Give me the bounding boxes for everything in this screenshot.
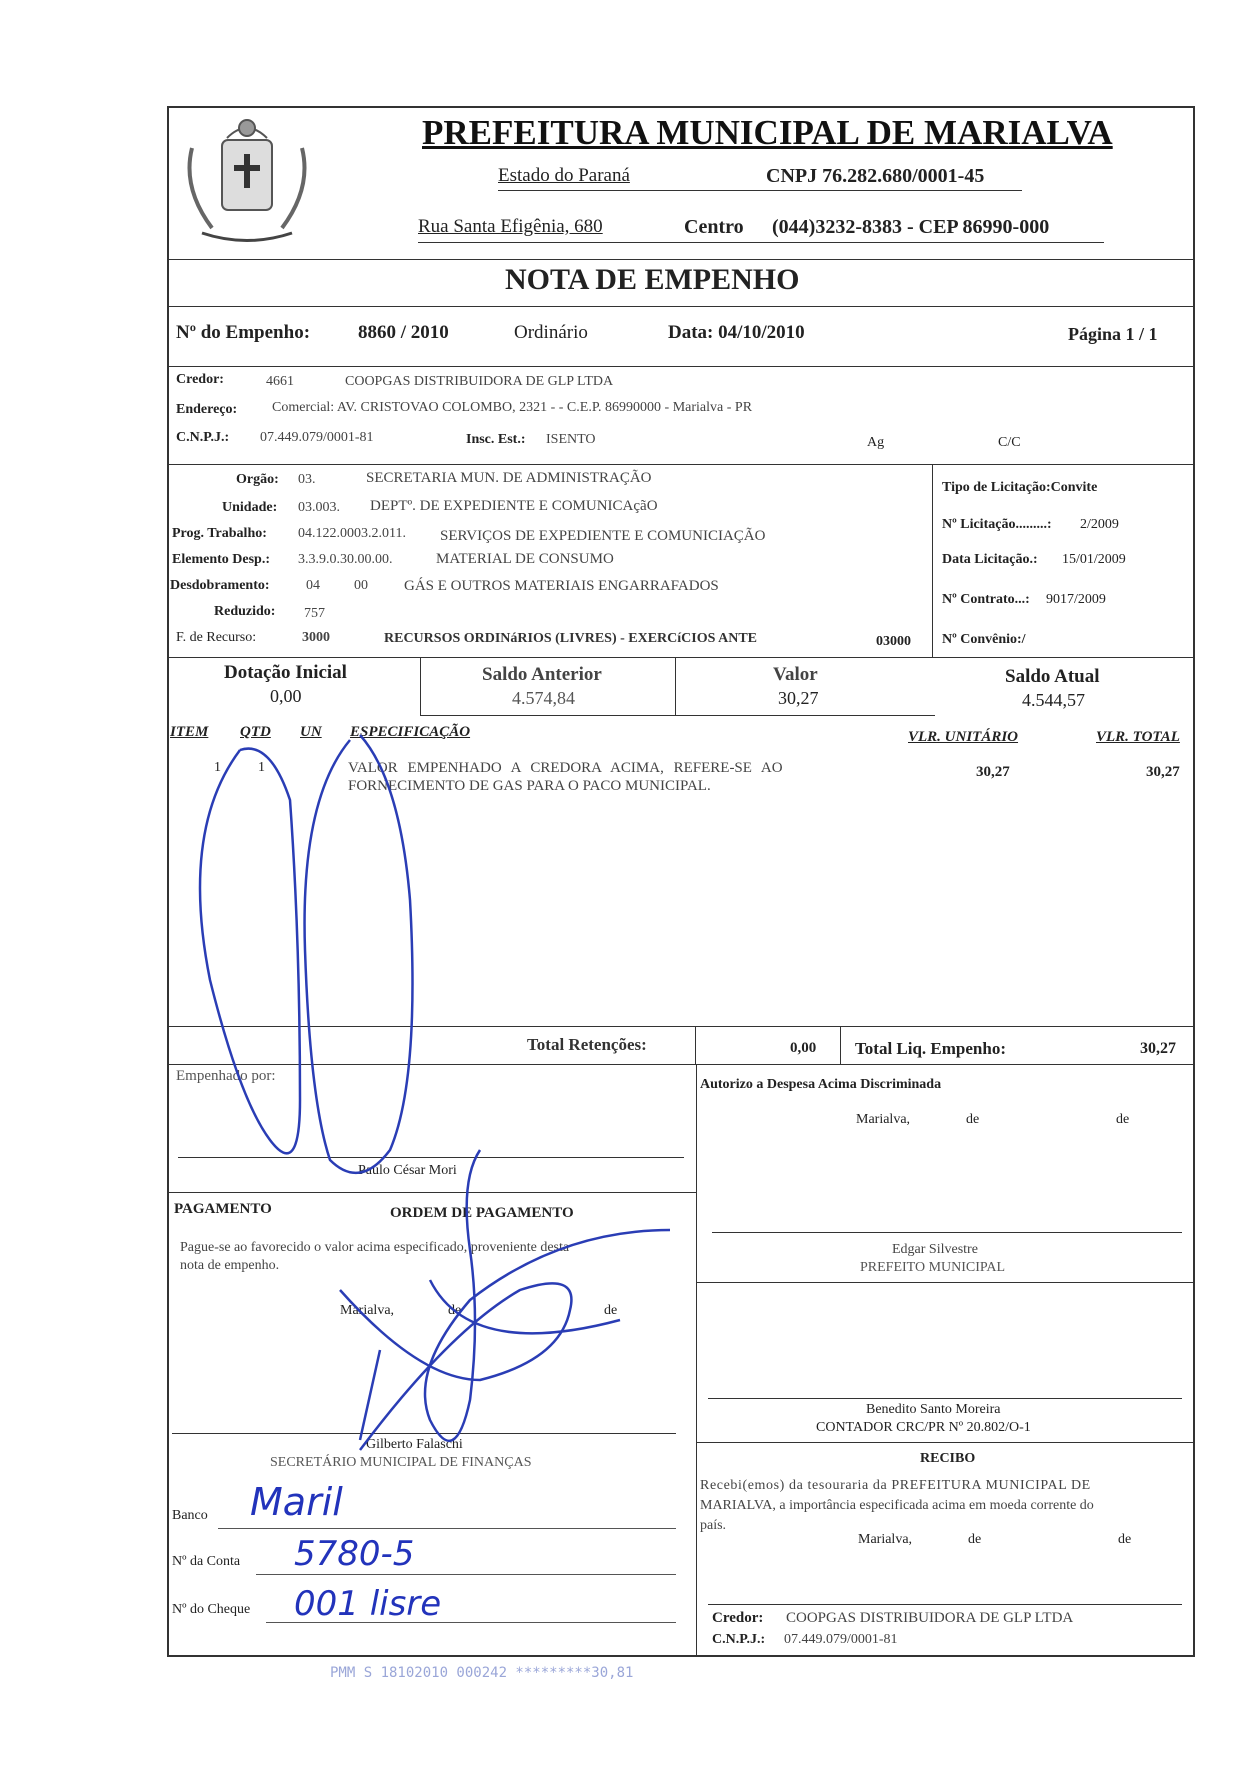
cc-label: C/C (998, 435, 1021, 450)
footer-stamp: PMM S 18102010 000242 *********30,81 (330, 1665, 634, 1681)
licitacao-numero-label: Nº Licitação.........: (942, 517, 1052, 532)
pagamento-de1: de (448, 1303, 462, 1318)
ag-label: Ag (867, 435, 885, 450)
conta-handwriting: 5780-5 (294, 1534, 415, 1574)
contador-title: CONTADOR CRC/PR Nº 20.802/O-1 (816, 1420, 1031, 1435)
convenio: Nº Convênio:/ (942, 632, 1026, 647)
saldo-anterior-label: Saldo Anterior (482, 664, 602, 685)
cheque-label: Nº do Cheque (172, 1602, 251, 1617)
orgao-value: 03. (298, 472, 316, 487)
empenho-type: Ordinário (514, 322, 588, 343)
banco-handwriting: Maril (250, 1480, 343, 1524)
elemento-desc: MATERIAL DE CONSUMO (436, 551, 614, 567)
saldo-atual-label: Saldo Atual (1005, 666, 1100, 687)
endereco-value: Comercial: AV. CRISTOVAO COLOMBO, 2321 - - C.E.P. 86990000 - Marialva - PR (272, 400, 753, 415)
cnpj-value: 07.449.079/0001-81 (260, 430, 374, 445)
reduzido-label: Reduzido: (214, 604, 276, 619)
header-street: Rua Santa Efigênia, 680 (418, 216, 603, 237)
licitacao-tipo: Tipo de Licitação:Convite (942, 480, 1098, 495)
contador-name: Benedito Santo Moreira (866, 1402, 1001, 1417)
autorizo-place: Marialva, (856, 1112, 911, 1127)
pagamento-text1: Pague-se ao favorecido o valor acima especificado, proveniente desta (180, 1240, 570, 1255)
retencoes-label: Total Retenções: (527, 1035, 647, 1054)
recibo-de2: de (1118, 1532, 1132, 1547)
recibo-title: RECIBO (920, 1451, 976, 1466)
header-district: Centro (684, 216, 744, 238)
recibo-credor-label: Credor: (712, 1610, 764, 1626)
valor-value: 30,27 (778, 688, 819, 708)
recibo-text2: MARIALVA, a importância especificada acima em moeda corrente do (700, 1498, 1094, 1513)
saldo-atual-value: 4.544,57 (1022, 690, 1085, 710)
banco-label: Banco (172, 1508, 208, 1523)
row-qtd: 1 (258, 760, 265, 775)
prog-value: 04.122.0003.2.011. (298, 526, 406, 541)
cheque-handwriting: 001 lisre (294, 1584, 442, 1624)
prefeito-title: PREFEITO MUNICIPAL (860, 1260, 1006, 1275)
licitacao-data-value: 15/01/2009 (1062, 552, 1126, 567)
row-item: 1 (214, 760, 221, 775)
contrato-value: 9017/2009 (1046, 592, 1106, 607)
dotacao-value: 0,00 (270, 686, 302, 706)
orgao-desc: SECRETARIA MUN. DE ADMINISTRAÇÃO (366, 470, 652, 486)
desd-label: Desdobramento: (170, 578, 270, 593)
recurso-value: 3000 (302, 630, 330, 645)
pagamento-text2: nota de empenho. (180, 1258, 280, 1273)
credor-code: 4661 (266, 374, 294, 389)
dotacao-label: Dotação Inicial (224, 662, 347, 683)
header-cnpj: CNPJ 76.282.680/0001-45 (766, 165, 985, 187)
empenhado-label: Empenhado por: (176, 1068, 276, 1084)
contrato-label: Nº Contrato...: (942, 592, 1030, 607)
recibo-cnpj-label: C.N.P.J.: (712, 1632, 766, 1647)
col-un: UN (300, 724, 322, 740)
credor-name: COOPGAS DISTRIBUIDORA DE GLP LTDA (345, 374, 614, 389)
saldo-anterior-value: 4.574,84 (512, 688, 575, 708)
autorizo-text: Autorizo a Despesa Acima Discriminada (700, 1077, 942, 1092)
conta-label: Nº da Conta (172, 1554, 241, 1569)
recibo-credor-value: COOPGAS DISTRIBUIDORA DE GLP LTDA (786, 1610, 1074, 1626)
desd-desc: GÁS E OUTROS MATERIAIS ENGARRAFADOS (404, 578, 719, 594)
col-unit: VLR. UNITÁRIO (908, 729, 1019, 745)
elemento-value: 3.3.9.0.30.00.00. (298, 552, 393, 567)
header-title: PREFEITURA MUNICIPAL DE MARIALVA (422, 113, 1113, 152)
desd-value2: 00 (354, 578, 368, 593)
unidade-label: Unidade: (222, 500, 278, 515)
recibo-cnpj-value: 07.449.079/0001-81 (784, 1632, 898, 1647)
page-number: Página 1 / 1 (1068, 324, 1158, 344)
reduzido-value: 757 (304, 606, 325, 621)
secretario-name: Gilberto Falaschi (366, 1437, 463, 1452)
col-qtd: QTD (240, 724, 271, 740)
unidade-value: 03.003. (298, 500, 340, 515)
retencoes-value: 0,00 (790, 1040, 817, 1056)
pagamento-de2: de (604, 1303, 618, 1318)
autorizo-de2: de (1116, 1112, 1130, 1127)
secretario-title: SECRETÁRIO MUNICIPAL DE FINANÇAS (270, 1455, 532, 1470)
doc-title: NOTA DE EMPENHO (505, 263, 800, 296)
pagamento-place: Marialva, (340, 1303, 395, 1318)
ordem-pagamento: ORDEM DE PAGAMENTO (390, 1205, 574, 1221)
row-total: 30,27 (1146, 764, 1180, 780)
col-item: ITEM (170, 724, 209, 740)
liq-label: Total Liq. Empenho: (855, 1039, 1006, 1058)
credor-label: Credor: (176, 372, 224, 387)
insc-label: Insc. Est.: (466, 432, 526, 447)
empenho-label: Nº do Empenho: (176, 322, 311, 343)
recurso-label: F. de Recurso: (176, 630, 257, 645)
prefeito-name: Edgar Silvestre (892, 1242, 978, 1257)
unidade-desc: DEPTº. DE EXPEDIENTE E COMUNICAçãO (370, 498, 658, 514)
licitacao-numero-value: 2/2009 (1080, 517, 1119, 532)
valor-label: Valor (773, 664, 818, 685)
insc-value: ISENTO (546, 432, 596, 447)
elemento-label: Elemento Desp.: (172, 552, 270, 567)
empenho-number: 8860 / 2010 (358, 322, 449, 343)
recibo-text1: Recebi(emos) da tesouraria da PREFEITURA MUNICIPAL DE (700, 1478, 1091, 1493)
empenhado-name: Paulo César Mori (358, 1163, 457, 1178)
recibo-text3: país. (700, 1518, 727, 1533)
cnpj-label: C.N.P.J.: (176, 430, 230, 445)
recurso-desc: RECURSOS ORDINáRIOS (LIVRES) - EXERCíCIOS ANTE (384, 631, 758, 646)
header-state: Estado do Paraná (498, 165, 630, 186)
desd-value1: 04 (306, 578, 320, 593)
row-spec-line1: VALOR EMPENHADO A CREDORA ACIMA, REFERE-SE AO (348, 760, 783, 776)
orgao-label: Orgão: (236, 472, 279, 487)
liq-value: 30,27 (1140, 1040, 1176, 1057)
row-unit: 30,27 (976, 764, 1010, 780)
row-spec-line2: FORNECIMENTO DE GAS PARA O PACO MUNICIPAL. (348, 778, 711, 794)
recibo-de1: de (968, 1532, 982, 1547)
recurso-code: 03000 (876, 634, 911, 649)
recibo-place: Marialva, (858, 1532, 913, 1547)
licitacao-data-label: Data Licitação.: (942, 552, 1038, 567)
col-spec: ESPECIFICAÇÃO (350, 724, 471, 740)
endereco-label: Endereço: (176, 402, 238, 417)
prog-label: Prog. Trabalho: (172, 526, 267, 541)
autorizo-de1: de (966, 1112, 980, 1127)
empenho-date: Data: 04/10/2010 (668, 322, 805, 343)
header-phone: (044)3232-8383 - CEP 86990-000 (772, 216, 1050, 238)
prog-desc: SERVIÇOS DE EXPEDIENTE E COMUNICIAÇÃO (440, 528, 766, 544)
pagamento-label: PAGAMENTO (174, 1201, 272, 1217)
col-total: VLR. TOTAL (1096, 729, 1180, 745)
